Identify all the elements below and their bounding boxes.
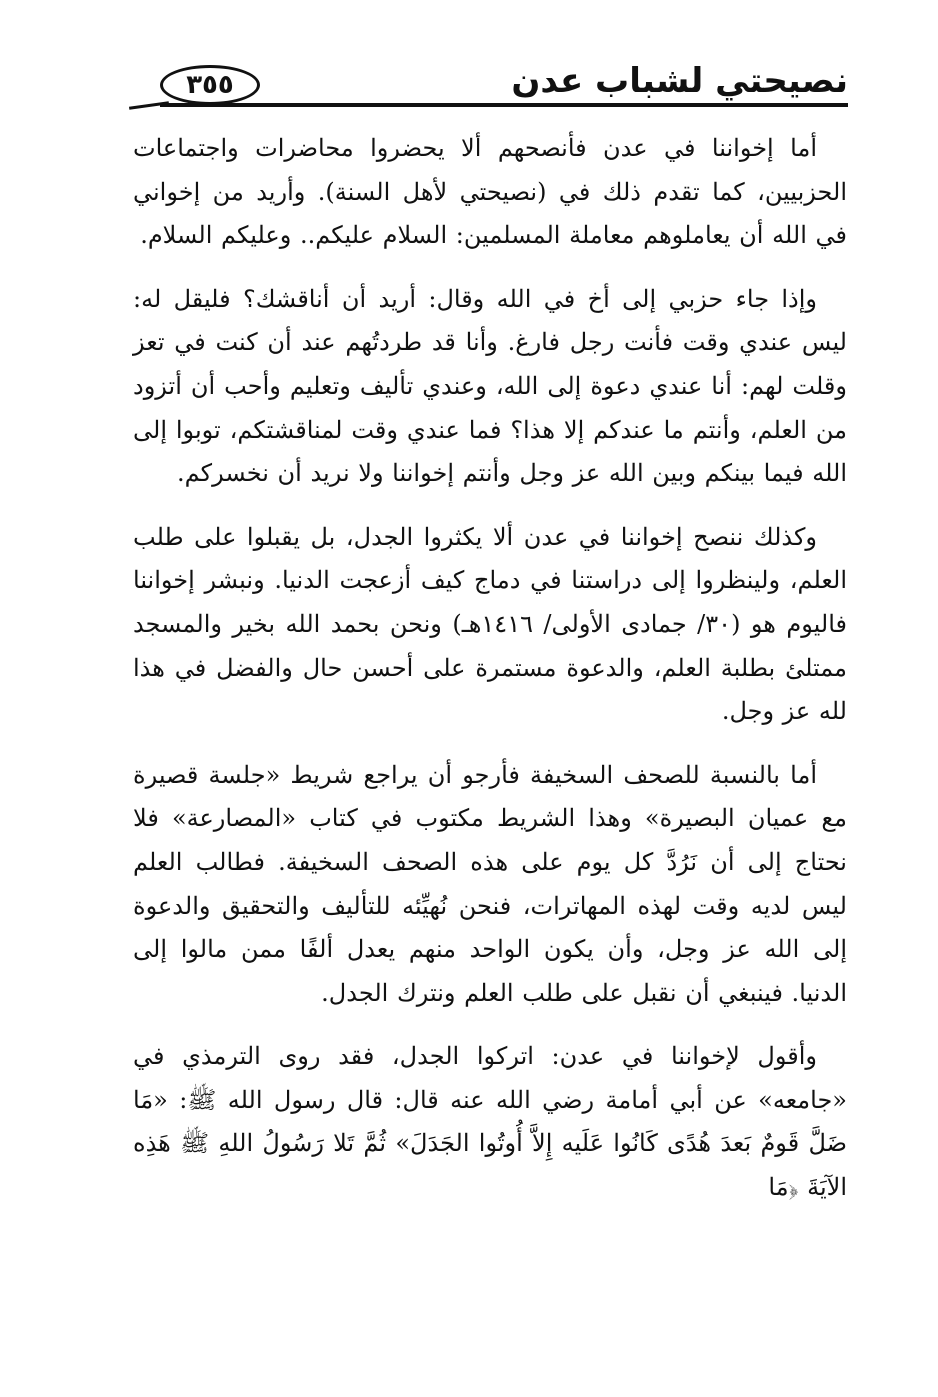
paragraph: وإذا جاء حزبي إلى أخ في الله وقال: أريد أن أناقشك؟ فليقل له: ليس عندي وقت فأنت رجل فارغ. وأنا قد طردتُهم عند أن كنت في تعز وقلت لهم: أنا عندي دعوة إلى الله، وعندي تأليف وتعليم وأحب أن أتزود من العلم، وأنتم ما عندكم إلا هذا؟ فما عندي وقت لمناقشتكم، توبوا إلى الله فيما بينكم وبين الله عز وجل وأنتم إخواننا ولا نريد أن نخسركم. [133, 284, 847, 488]
running-title: نصيحتي لشباب عدن [511, 61, 848, 101]
page-number: ٣٥٥ [186, 70, 234, 100]
body-text [133, 127, 847, 1230]
page-number-badge [160, 65, 260, 105]
paragraph: وأقول لإخواننا في عدن: اتركوا الجدل، فقد روى الترمذي في «جامعه» عن أبي أمامة رضي الله عنه قال: قال رسول الله ﷺ: «مَا ضَلَّ قَومٌ بَعدَ هُدًى كَانُوا عَلَيه إِلاَّ أُوتُوا الجَدَلَ» ثُمَّ تَلا رَسُولُ اللهِ ﷺ هَذِه الآيَةَ ﴿مَا [133, 1042, 847, 1202]
paragraph: أما بالنسبة للصحف السخيفة فأرجو أن يراجع شريط «جلسة قصيرة مع عميان البصيرة» وهذا الشريط مكتوب في كتاب «المصارعة» فلا نحتاج إلى أن نَرُدَّ كل يوم على هذه الصحف السخيفة. فطالب العلم ليس لديه وقت لهذه المهاترات، فنحن نُهيِّئه للتأليف والتحقيق والدعوة إلى الله عز وجل، وأن يكون الواحد منهم يعدل ألفًا ممن مالوا إلى الدنيا. فينبغي أن نقبل على طلب العلم ونترك الجدل. [133, 760, 847, 1007]
header-rule [160, 103, 848, 107]
page-header [130, 55, 848, 115]
paragraph: أما إخواننا في عدن فأنصحهم ألا يحضروا محاضرات واجتماعات الحزبيين، كما تقدم ذلك في (نصيحتي لأهل السنة). وأريد من إخواني في الله أن يعاملوهم معاملة المسلمين: السلام عليكم.. وعليكم السلام. [133, 134, 847, 250]
paragraph: وكذلك ننصح إخواننا في عدن ألا يكثروا الجدل، بل يقبلوا على طلب العلم، ولينظروا إلى دراستنا في دماج كيف أزعجت الدنيا. ونبشر إخواننا فاليوم هو (٣٠/ جمادى الأولى/ ١٤١٦هـ) ونحن بحمد الله بخير والمسجد ممتلئ بطلبة العلم، والدعوة مستمرة على أحسن حال والفضل في هذا لله عز وجل. [133, 522, 847, 726]
